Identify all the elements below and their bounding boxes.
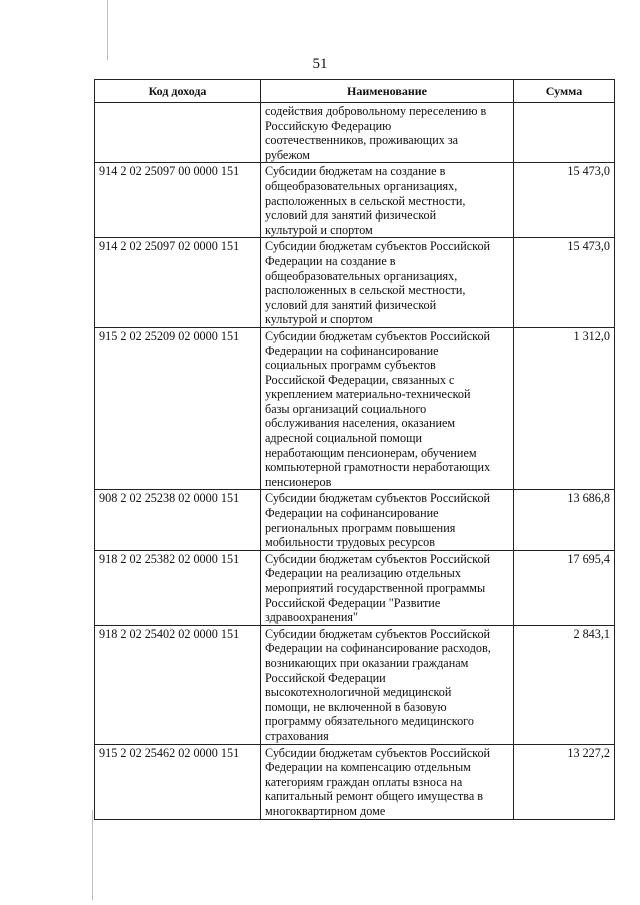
- header-code: Код дохода: [95, 80, 261, 103]
- income-sum: 13 686,8: [514, 490, 615, 550]
- income-sum: 1 312,0: [514, 327, 615, 490]
- income-name: содействия добровольному переселению в Российскую Федерацию соотечественников, проживающих за рубежом: [261, 103, 514, 163]
- scan-margin-mark: [92, 810, 93, 900]
- header-sum: Сумма: [514, 80, 615, 103]
- page-number: 51: [312, 56, 328, 72]
- table-row: [95, 490, 615, 550]
- header-name: Наименование: [261, 80, 514, 103]
- income-sum: [514, 103, 615, 163]
- income-name: Субсидии бюджетам субъектов Российской Федерации на компенсацию отдельным категориям граждан оплаты взноса на капитальный ремонт общего имущества в многоквартирном доме: [261, 744, 514, 819]
- table-row: [95, 238, 615, 328]
- income-code: 914 2 02 25097 00 0000 151: [95, 163, 261, 238]
- scan-margin-mark: [107, 0, 108, 60]
- income-name: Субсидии бюджетам субъектов Российской Федерации на реализацию отдельных мероприятий государственной программы Российской Федерации "Развитие здравоохранения": [261, 550, 514, 625]
- income-code: 908 2 02 25238 02 0000 151: [95, 490, 261, 550]
- income-name: Субсидии бюджетам на создание в общеобразовательных организациях, расположенных в сельской местности, условий для занятий физической культурой и спортом: [261, 163, 514, 238]
- income-sum: 17 695,4: [514, 550, 615, 625]
- income-code: 915 2 02 25462 02 0000 151: [95, 744, 261, 819]
- income-sum: 15 473,0: [514, 238, 615, 328]
- income-code: 915 2 02 25209 02 0000 151: [95, 327, 261, 490]
- income-sum: 2 843,1: [514, 625, 615, 744]
- income-name: Субсидии бюджетам субъектов Российской Федерации на создание в общеобразовательных организациях, расположенных в сельской местности, условий для занятий физической культурой и спортом: [261, 238, 514, 328]
- income-sum: 15 473,0: [514, 163, 615, 238]
- table-row: [95, 103, 615, 163]
- table-row: [95, 163, 615, 238]
- income-code: [95, 103, 261, 163]
- income-name: Субсидии бюджетам субъектов Российской Федерации на софинансирование региональных программ повышения мобильности трудовых ресурсов: [261, 490, 514, 550]
- income-name: Субсидии бюджетам субъектов Российской Федерации на софинансирование социальных программ субъектов Российской Федерации, связанных с укреплением материально-технической базы организаций социального обслуживания населения, оказанием адресной социальной помощи неработающим пенсионерам, обучением компьютерной грамотности неработающих пенсионеров: [261, 327, 514, 490]
- income-code: 918 2 02 25382 02 0000 151: [95, 550, 261, 625]
- income-sum: 13 227,2: [514, 744, 615, 819]
- table-header-row: [95, 80, 615, 103]
- table-row: [95, 744, 615, 819]
- table-row: [95, 550, 615, 625]
- income-table: [94, 79, 615, 820]
- table-row: [95, 327, 615, 490]
- table-row: [95, 625, 615, 744]
- income-code: 918 2 02 25402 02 0000 151: [95, 625, 261, 744]
- income-code: 914 2 02 25097 02 0000 151: [95, 238, 261, 328]
- income-name: Субсидии бюджетам субъектов Российской Федерации на софинансирование расходов, возникающих при оказании гражданам Российской Федерации высокотехнологичной медицинской помощи, не включенной в базовую программу обязательного медицинского страхования: [261, 625, 514, 744]
